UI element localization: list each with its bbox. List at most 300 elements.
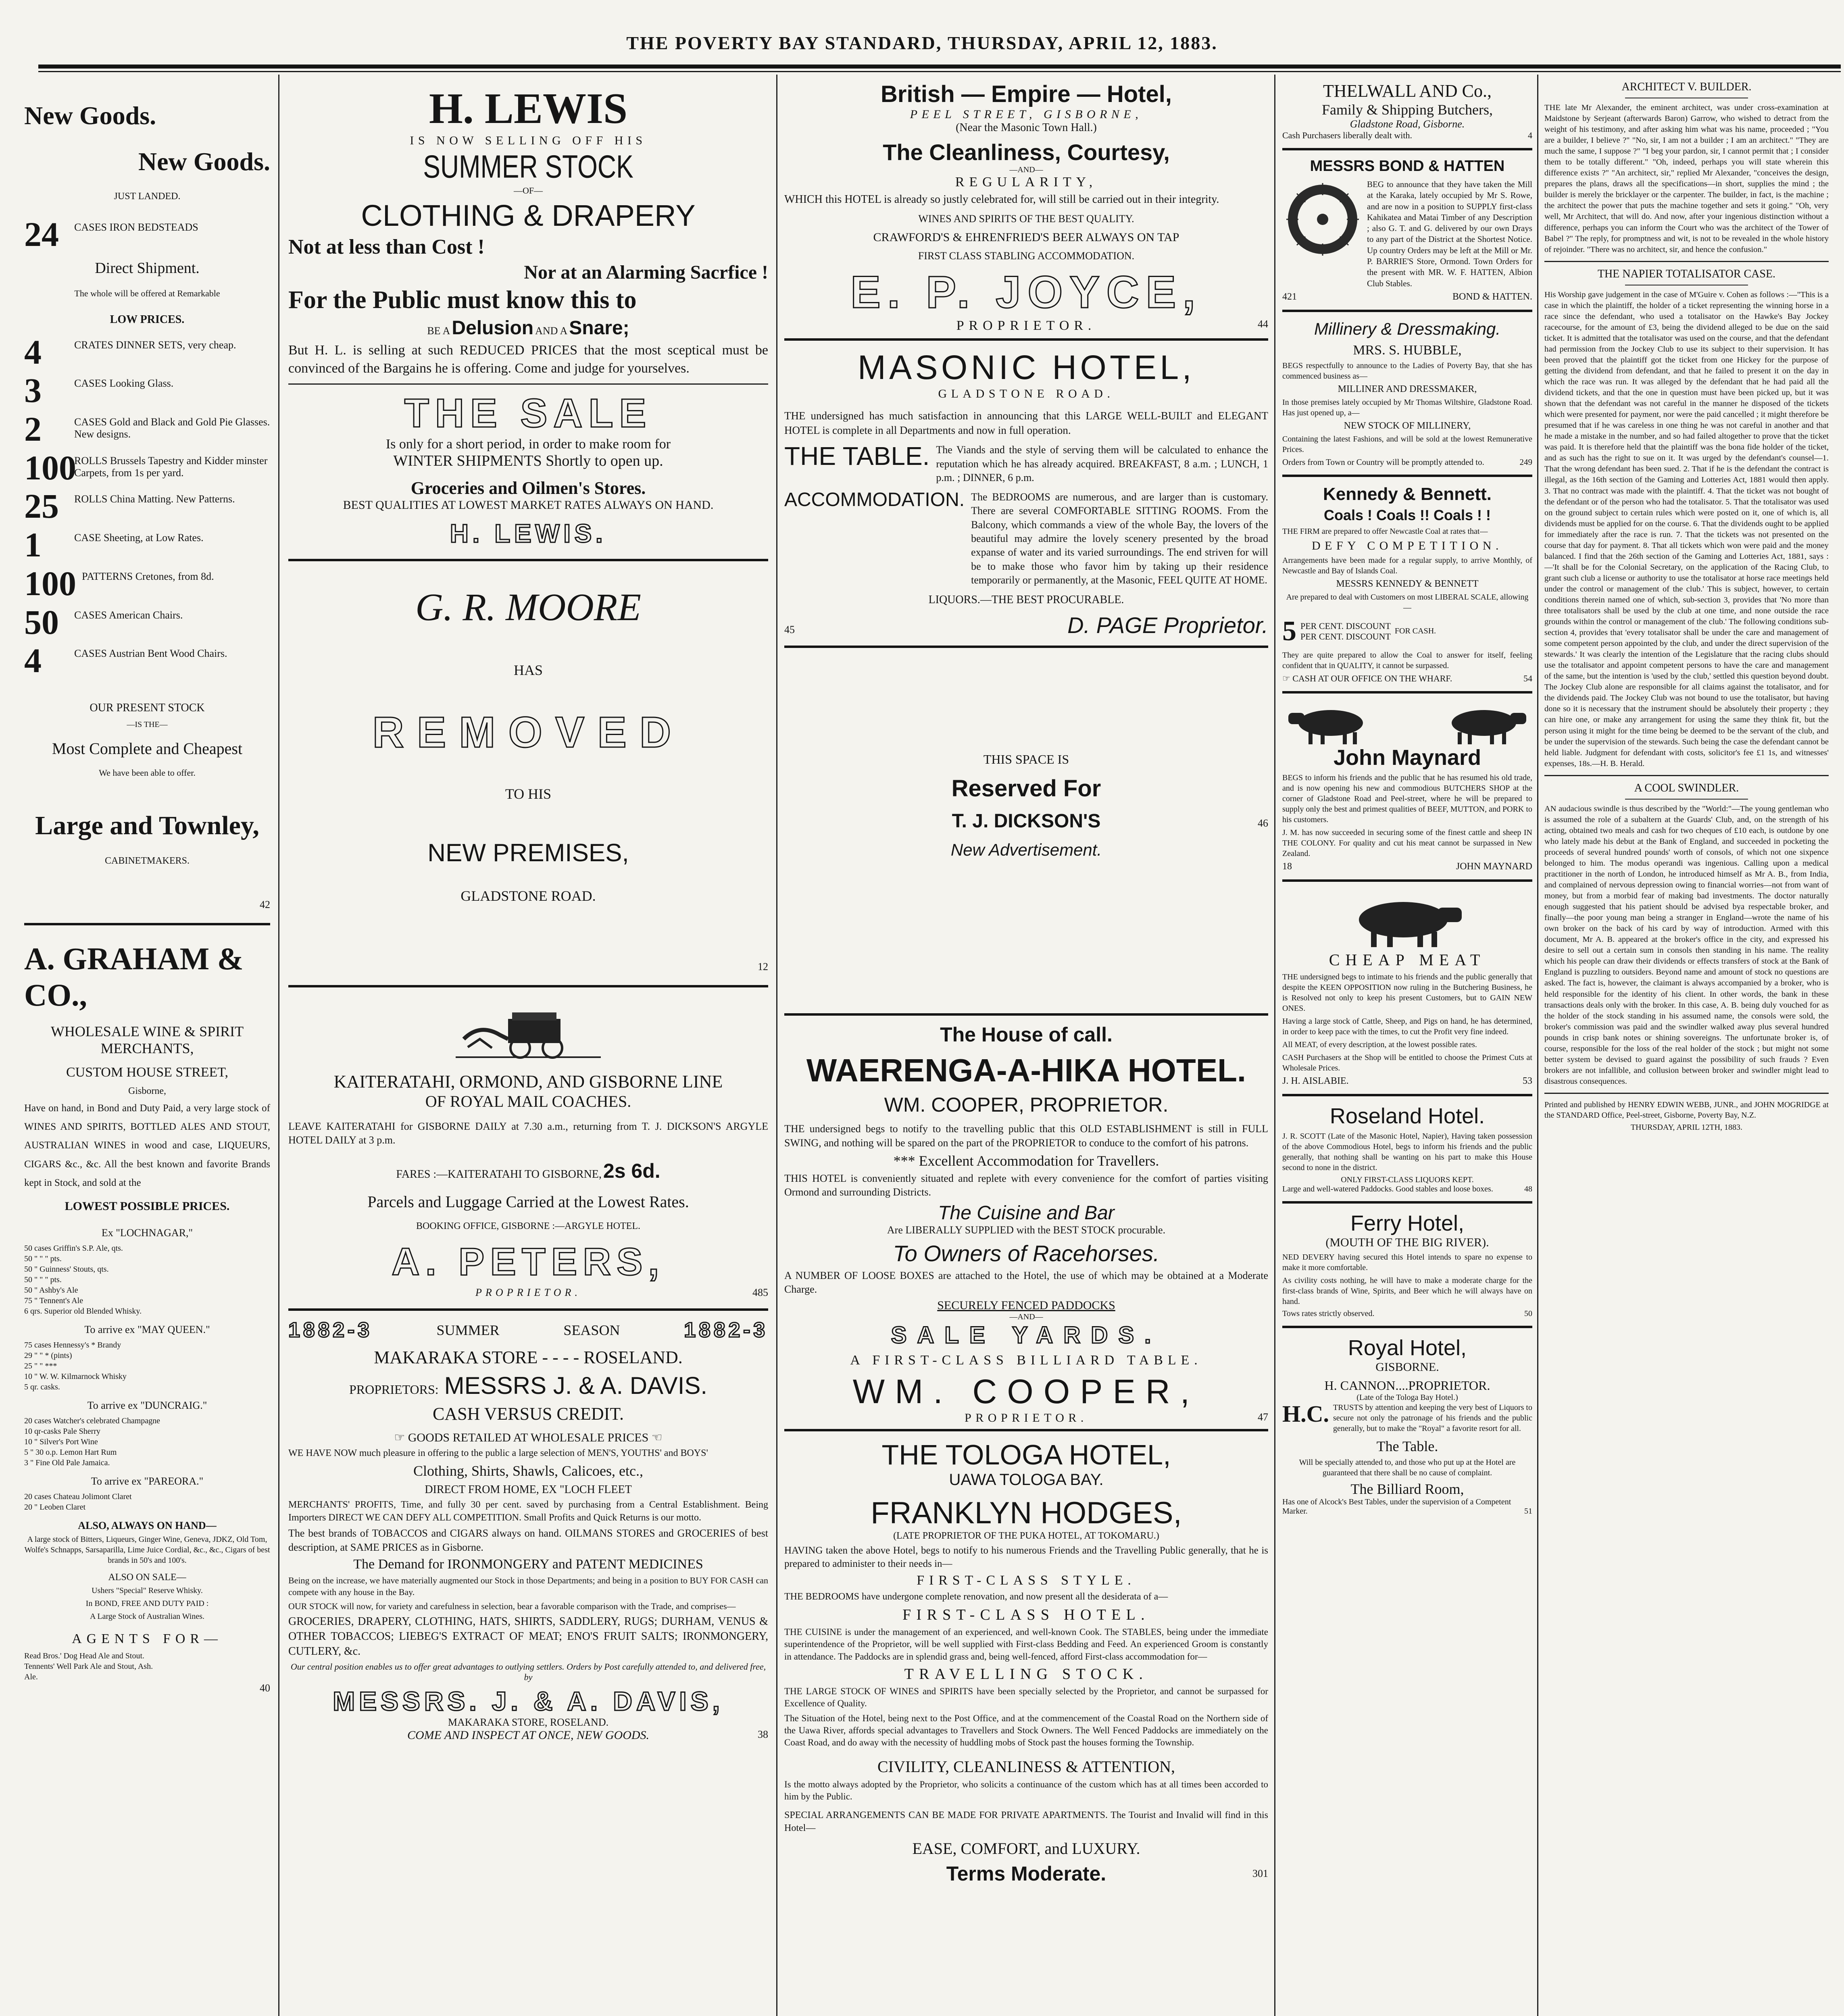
ad-ref: 485	[752, 1287, 768, 1299]
quantity: 50	[24, 602, 59, 641]
item-text: CASES IRON BEDSTEADS	[74, 221, 198, 233]
column-5	[1544, 81, 1829, 1132]
list-line: 10 qr-casks Pale Sherry	[24, 1427, 100, 1436]
graham-lowest: LOWEST POSSIBLE PRICES.	[65, 1200, 230, 1213]
joyce-footer	[784, 318, 1268, 333]
item-text: CASES American Chairs.	[74, 609, 183, 621]
season-season: SEASON	[563, 1322, 620, 1339]
ferry-hotel: Ferry Hotel,	[1350, 1211, 1465, 1235]
for-cash: FOR CASH.	[1394, 627, 1436, 636]
davis-store: MAKARAKA STORE, ROSELAND.	[448, 1716, 609, 1728]
direct-home: DIRECT FROM HOME, EX "LOCH FLEET	[425, 1483, 632, 1496]
milliner-dressmaker: MILLINER AND DRESSMAKER,	[1338, 383, 1477, 394]
cargo-list	[24, 1416, 270, 1468]
masonic-footer	[784, 612, 1268, 638]
late-proprietor: (LATE PROPRIETOR OF THE PUKA HOTEL, AT TOKOMARU.)	[893, 1531, 1159, 1541]
season-banner	[288, 1318, 768, 1342]
beer-on-tap: CRAWFORD'S & EHRENFRIED'S BEER ALWAYS ON TAP	[873, 230, 1179, 244]
loose-boxes: A NUMBER OF LOOSE BOXES are attached to the Hotel, the use of which may be obtained at a Moderate Charge.	[784, 1269, 1268, 1295]
column-rule	[1274, 75, 1275, 2016]
waerenga-situated: THIS HOTEL is conveniently situated and replete with every convenience for the comfort of parties visiting Ormond and surrounding Districts.	[784, 1172, 1268, 1198]
joyce-name: E. P. JOYCE,	[850, 267, 1202, 317]
discount-line: PER CENT. DISCOUNT	[1300, 631, 1391, 641]
royal-hotel: Royal Hotel,	[1348, 1335, 1467, 1360]
cattle-illustrations	[1282, 701, 1532, 745]
house-of-call: The House of call.	[940, 1023, 1113, 1046]
list-item	[24, 215, 270, 254]
stabling: FIRST CLASS STABLING ACCOMMODATION.	[918, 250, 1135, 262]
clothing-shirts: Clothing, Shirts, Shawls, Calicoes, etc.,	[413, 1463, 643, 1479]
uawa: UAWA TOLOGA BAY.	[949, 1471, 1104, 1489]
hubble-orders: Orders from Town or Country will be promptly attended to.	[1282, 457, 1484, 467]
hc-block	[1282, 1402, 1532, 1434]
of-label: —OF—	[513, 185, 543, 196]
list-item	[24, 564, 270, 603]
list-line: 20 cases Watcher's celebrated Champagne	[24, 1416, 160, 1426]
roseland-footer	[1282, 1185, 1532, 1194]
peel-street: PEEL STREET, GISBORNE,	[910, 108, 1143, 121]
cargo-list	[24, 1243, 270, 1316]
new-premises: NEW PREMISES,	[427, 839, 629, 867]
column-rule	[1537, 75, 1538, 2016]
cash-office-text: CASH AT OUR OFFICE ON THE WHARF.	[1292, 673, 1452, 683]
travelling-stock: TRAVELLING STOCK.	[904, 1665, 1148, 1683]
list-line: 50 " " " pts.	[24, 1254, 62, 1264]
bond-hatten-body	[1282, 179, 1532, 289]
moore-has: HAS	[513, 662, 543, 678]
cheap-meat-illustration	[1282, 891, 1532, 948]
ad-ref: 45	[784, 624, 795, 636]
hubble-ad	[1282, 310, 1532, 467]
cargo-list	[24, 1491, 270, 1512]
graham-text: Have on hand, in Bond and Duty Paid, a very large stock of WINES AND SPIRITS, BOTTLED ALES AND STOUT, AUSTRALIAN WINES in wood and case, LIQUEURS, CIGARS &c., &c. All the best known and favorite Brands kept in Stock, and sold at the	[24, 1102, 270, 1188]
reserved-for: Reserved For	[951, 775, 1101, 802]
fares-value: 2s 6d.	[603, 1160, 661, 1183]
davis-name: MESSRS J. & A. DAVIS.	[444, 1372, 708, 1400]
new-stock-millinery: NEW STOCK OF MILLINERY,	[1344, 420, 1471, 431]
headline-new-goods: New Goods.	[24, 101, 156, 130]
fares	[288, 1159, 768, 1183]
list-item	[24, 371, 270, 410]
we-have-offered: We have been able to offer.	[99, 767, 196, 778]
also-on-hand: ALSO, ALWAYS ON HAND—	[78, 1520, 217, 1532]
list-item	[24, 448, 270, 487]
bond-free: In BOND, FREE AND DUTY PAID :	[85, 1599, 209, 1608]
kennedy-deal: Are prepared to deal with Customers on most LIBERAL SCALE, allowing—	[1286, 592, 1529, 612]
quantity: 100	[24, 448, 76, 487]
cargo-list	[24, 1340, 270, 1392]
cattle-icon	[1440, 701, 1532, 745]
the-table-heading: THE TABLE.	[784, 442, 930, 471]
ad-ref: 421	[1282, 291, 1297, 302]
just-landed: JUST LANDED.	[114, 191, 181, 202]
hodges-name: FRANKLYN HODGES,	[871, 1496, 1182, 1531]
cannon-proprietor: H. CANNON....PROPRIETOR.	[1324, 1378, 1490, 1393]
billiard-room: The Billiard Room,	[1350, 1481, 1464, 1497]
lewis-signature: H. LEWIS.	[450, 519, 607, 548]
list-item	[24, 332, 270, 371]
accommodation-text: The BEDROOMS are numerous, and are larger than is customary. There are several COMFORTABLE SITTING ROOMS. From the Balcony, which commands a view of the whole Bay, the lovers of the beautiful may admire the lovely scenery presented by the broad expanse of water and its varied surroundings. The end striven for will be to make those who favor him by taking up their residence temporarily or permanently, at the Masonic, FEEL QUITE AT HOME.	[971, 491, 1268, 586]
graham-ad	[24, 923, 270, 1694]
bond-hatten-title: MESSRS BOND & HATTEN	[1310, 158, 1505, 175]
maynard-signature: JOHN MAYNARD	[1456, 861, 1532, 872]
hubble-fashions: Containing the latest Fashions, and will be sold at the lowest Remunerative Prices.	[1282, 434, 1532, 454]
column-3	[784, 81, 1268, 1885]
cabinetmakers: CABINETMAKERS.	[104, 855, 190, 866]
imprint-date: THURSDAY, APRIL 12TH, 1883.	[1630, 1123, 1743, 1132]
first-class-style: FIRST-CLASS STYLE.	[917, 1573, 1136, 1588]
and-a: AND A	[535, 325, 568, 337]
cheap-meat-title: CHEAP MEAT	[1329, 950, 1486, 969]
kennedy-footer	[1282, 673, 1532, 684]
ad-ref: 301	[1252, 1867, 1268, 1879]
imprint: Printed and published by HENRY EDWIN WEBB, JUNR., and JOHN MOGRIDGE at the STANDARD Office, Peel-street, Gisborne, Poverty Bay, N.Z.	[1544, 1100, 1829, 1120]
item-text: ROLLS China Matting. New Patterns.	[74, 493, 235, 505]
tologa-bedrooms: THE BEDROOMS have undergone complete renovation, and now present all the desiderata of a—	[784, 1591, 1168, 1602]
list-line: 50 cases Griffin's S.P. Ale, qts.	[24, 1244, 123, 1253]
snare: Snare;	[569, 317, 629, 339]
and-label: —AND—	[1009, 1312, 1043, 1322]
ad-ref: 40	[260, 1682, 270, 1694]
roseland-hotel: Roseland Hotel.	[1329, 1104, 1485, 1128]
list-line: 20 " Leoben Claret	[24, 1503, 86, 1512]
civility-text: As civility costs nothing, he will have to make a moderate charge for the first-class brands of Wine, Spirits, and Beer which he will always have on hand.	[1282, 1276, 1532, 1306]
cooper-proprietor: WM. COOPER, PROPRIETOR.	[884, 1093, 1169, 1116]
ad-ref: 249	[1519, 457, 1532, 467]
tologa-special: SPECIAL ARRANGEMENTS CAN BE MADE FOR PRIVATE APARTMENTS. The Tourist and Invalid will find in this Hotel—	[784, 1810, 1268, 1834]
hc-initials: H.C.	[1282, 1400, 1329, 1427]
owners-racehorses: To Owners of Racehorses.	[893, 1240, 1160, 1266]
removed: REMOVED	[372, 707, 684, 756]
large-townley: Large and Townley,	[35, 810, 259, 840]
royal-table-text: Will be specially attended to, and those who put up at the Hotel are guaranteed that there shall be no cause of complaint.	[1299, 1458, 1516, 1477]
quantity: 2	[24, 410, 42, 449]
regularity: REGULARITY,	[955, 175, 1098, 190]
scott-text: J. R. SCOTT (Late of the Masonic Hotel, Napier), Having taken possession of the above Commodious Hotel, begs to inform his friends and the public generally, that nothing shall be wanting on his part to make this House second to none in the district.	[1282, 1131, 1532, 1172]
proprietor-label: PROPRIETOR.	[956, 318, 1096, 333]
davis-offer: WE HAVE NOW much pleasure in offering to the public a large selection of MEN'S, YOUTHS' and BOYS'	[288, 1448, 708, 1459]
discount-number: 5	[1282, 615, 1296, 647]
divider	[1544, 261, 1829, 262]
saw-blade-icon	[1282, 179, 1363, 260]
hubble-name: MRS. S. HUBBLE,	[1353, 342, 1462, 358]
masonic-hotel: MASONIC HOTEL,	[857, 348, 1195, 386]
hubble-footer	[1282, 457, 1532, 467]
accommodation-heading: ACCOMMODATION.	[784, 489, 965, 511]
hand-icon: ☞	[394, 1431, 405, 1445]
is-the: —IS THE—	[127, 720, 168, 729]
tologa-footer	[784, 1862, 1268, 1885]
mail-coach-icon	[456, 1003, 601, 1063]
booking-office: BOOKING OFFICE, GISBORNE :—ARGYLE HOTEL.	[416, 1221, 640, 1232]
offered-text: The whole will be offered at Remarkable	[74, 288, 220, 298]
list-line: 75 cases Hennessy's * Brandy	[24, 1341, 121, 1350]
delusion-line	[288, 317, 768, 339]
masthead-rule-thin	[38, 71, 1841, 72]
cooper-name: WM. COOPER,	[852, 1372, 1200, 1411]
list-item	[24, 525, 270, 564]
our-present-stock: OUR PRESENT STOCK	[90, 701, 205, 714]
also-on-sale: ALSO ON SALE—	[108, 1572, 186, 1583]
lewis-selling: IS NOW SELLING OFF HIS	[410, 134, 647, 147]
proprietors-label: PROPRIETORS:	[349, 1382, 439, 1397]
headline-new-goods: New Goods.	[138, 147, 270, 176]
proprietor-label: PROPRIETOR.	[965, 1411, 1088, 1425]
item-text: CASES Gold and Black and Gold Pie Glasses. New designs.	[74, 416, 270, 440]
public-know: For the Public must know this to	[288, 286, 637, 314]
hubble-intro: BEGS respectfully to announce to the Ladies of Poverty Bay, that she has commenced business as—	[1282, 361, 1532, 381]
cheap-meat-text: THE undersigned begs to intimate to his friends and the public generally that despite the KEEN OPPOSITION now ruling in the Butchering Business, he is Resolved not only to keep his present Customers, but to GAIN NEW ONES.	[1282, 972, 1532, 1013]
article-title-napier: THE NAPIER TOTALISATOR CASE.	[1597, 267, 1776, 280]
cheap-meat-ad	[1282, 879, 1532, 1087]
aislabie-signature: J. H. AISLABIE.	[1282, 1075, 1349, 1086]
ad-ref: 18	[1282, 861, 1292, 872]
clothing-drapery: CLOTHING & DRAPERY	[361, 199, 696, 232]
ad-ref: 46	[1258, 817, 1268, 829]
maynard-footer	[1282, 861, 1532, 872]
alcock-table: Has one of Alcock's Best Tables, under the supervision of a Competent Marker.	[1282, 1497, 1511, 1516]
hubble-premises: In those premises lately occupied by Mr Thomas Wiltshire, Gladstone Road. Has just opened up, a—	[1282, 398, 1532, 417]
table-text: The Viands and the style of serving them will be calculated to enhance the reputation which he has already acquired. BREAKFAST, 8 a.m. ; LUNCH, 1 p.m. ; DINNER, 6 p.m.	[936, 444, 1268, 483]
item-text: PATTERNS Cretones, from 8d.	[82, 570, 214, 582]
the-sale: THE SALE	[404, 390, 652, 436]
cattle-icon	[1282, 701, 1375, 745]
cash-credit: CASH VERSUS CREDIT.	[433, 1404, 624, 1424]
coach-mail: OF ROYAL MAIL COACHES.	[425, 1092, 631, 1110]
hc-text: TRUSTS by attention and keeping the very best of Liquors to secure not only the patronage of his friends and the public generally, but to make the "Royal" a favorite resort for all.	[1333, 1403, 1532, 1433]
ironmongery: The Demand for IRONMONGERY and PATENT MEDICINES	[353, 1557, 703, 1572]
list-line: 6 qrs. Superior old Blended Whisky.	[24, 1307, 142, 1316]
most-complete: Most Complete and Cheapest	[52, 739, 243, 758]
kennedy-arrangements: Arrangements have been made for a regular supply, to arrive Monthly, of Newcastle and Bay of Islands Coal.	[1282, 556, 1532, 575]
column-4	[1282, 81, 1532, 1516]
thelwall: THELWALL AND Co.,	[1323, 81, 1492, 101]
bond-hatten-footer	[1282, 292, 1532, 302]
coach-line: KAITERATAHI, ORMOND, AND GISBORNE LINE	[333, 1071, 723, 1091]
kennedy-firm: THE FIRM are prepared to offer Newcastle Coal at rates that—	[1282, 527, 1488, 536]
list-line: 3 " Fine Old Pale Jamaica.	[24, 1458, 110, 1468]
kennedy-ad	[1282, 475, 1532, 684]
masthead: THE POVERTY BAY STANDARD, THURSDAY, APRIL 12, 1883.	[626, 33, 1218, 53]
discount-lines	[1300, 621, 1391, 642]
column-1	[24, 81, 270, 1694]
cash-office	[1282, 673, 1452, 684]
royal-table: The Table.	[1376, 1438, 1438, 1454]
bull-icon	[1343, 891, 1472, 948]
our-stock: OUR STOCK will now, for variety and carefulness in selection, bear a favorable comparison with the Trade, and comprises—	[288, 1601, 736, 1612]
divider	[1544, 1093, 1829, 1094]
graham-street: CUSTOM HOUSE STREET,	[66, 1064, 229, 1080]
quantity: 1	[24, 525, 42, 564]
be-a: BE A	[427, 325, 450, 337]
hand-icon: ☜	[651, 1431, 663, 1445]
summer-stock: SUMMER STOCK	[423, 148, 633, 185]
column-2	[288, 81, 768, 1742]
masonic-table	[784, 443, 1268, 485]
hand-icon: ☞	[1282, 673, 1293, 683]
list-line: 5 qr. casks.	[24, 1383, 60, 1392]
aislabie-footer	[1282, 1076, 1532, 1087]
billiard-table: A FIRST-CLASS BILLIARD TABLE.	[850, 1353, 1202, 1368]
terms-moderate: Terms Moderate.	[946, 1862, 1106, 1885]
masonic-ad	[784, 338, 1268, 638]
tows-rates: Tows rates strictly observed.	[1282, 1309, 1375, 1318]
waerenga-hotel: WAERENGA-A-HIKA HOTEL.	[806, 1052, 1246, 1089]
season-summer: SUMMER	[436, 1322, 500, 1339]
graham-name: A. GRAHAM & CO.,	[24, 941, 244, 1012]
royal-gisborne: GISBORNE.	[1375, 1360, 1439, 1374]
item-text: CRATES DINNER SETS, very cheap.	[74, 339, 236, 351]
winter-shipments: WINTER SHIPMENTS Shortly to open up.	[393, 452, 663, 469]
roseland-ad	[1282, 1094, 1532, 1194]
fares-label: FARES :—KAITERATAHI TO GISBORNE,	[396, 1168, 602, 1181]
new-advertisement: New Advertisement.	[950, 840, 1102, 860]
ad-ref: 53	[1523, 1075, 1532, 1086]
makaraka: MAKARAKA STORE - - - - ROSELAND.	[374, 1347, 683, 1368]
groceries-list: GROCERIES, DRAPERY, CLOTHING, HATS, SHIRTS, SADDLERY, RUGS; DURHAM, VENUS & OTHER TOBACCOS; LIEBEG'S EXTRACT OF MEAT; ENO'S FRUIT SALTS; IRONMONGERY, CUTLERY, &c.	[288, 1615, 768, 1658]
roseland-paddocks: Large and well-watered Paddocks. Good stables and loose boxes.	[1282, 1184, 1493, 1193]
all-meat: All MEAT, of every description, at the lowest possible rates.	[1282, 1040, 1477, 1049]
ship-heading: To arrive ex "PAREORA."	[91, 1475, 204, 1487]
bond-hatten-signature: BOND & HATTEN.	[1452, 291, 1532, 302]
stock-list	[24, 332, 270, 680]
item-text: CASES Looking Glass.	[74, 377, 174, 389]
kennedy-title: Kennedy & Bennett.	[1323, 484, 1492, 504]
bond-hatten-ad	[1282, 148, 1532, 302]
column-rule	[776, 75, 777, 2016]
divider	[1544, 775, 1829, 776]
tologa-wines: THE LARGE STOCK OF WINES and SPIRITS have been specially selected by the Proprietor, and cannot be surpassed for Excellence of Quality.	[784, 1686, 1268, 1709]
sale-yards: SALE YARDS.	[891, 1322, 1162, 1349]
maynard-name: John Maynard	[1333, 745, 1481, 770]
list-line: 50 " Ashby's Ale	[24, 1286, 78, 1295]
ad-ref: 51	[1524, 1506, 1532, 1516]
list-line: 25 " " ***	[24, 1362, 57, 1371]
nor-alarming: Nor at an Alarming Sacrfice !	[524, 262, 768, 283]
peters-name: A. PETERS,	[392, 1240, 665, 1284]
maynard-text-2: J. M. has now succeeded in securing some of the finest cattle and sheep IN THE COLONY. For quality and cut his meat cannot be surpassed in New Zealand.	[1282, 828, 1532, 858]
list-item	[24, 410, 270, 449]
masonic-address: GLADSTONE ROAD.	[938, 387, 1115, 400]
davis-ad	[288, 1308, 768, 1742]
late-tologa: (Late of the Tologa Bay Hotel.)	[1356, 1393, 1458, 1402]
ad-ref: 48	[1524, 1184, 1532, 1193]
masonic-accommodation	[784, 490, 1268, 587]
item-text: CASE Sheeting, at Low Rates.	[74, 532, 204, 544]
bond-hatten-text: BEG to announce that they have taken the Mill at the Karaka, lately occupied by Mr S. Rowe, and are now in a position to SUPPLY first-class Kahikatea and Matai Timber of any Description ; also G. T. and G. delivered by our own Drays to any part of the District at the Shortest Notice. Up country Orders may be left at the Mill or Mr. P. BARRIE'S Store, Ormond. Town Orders for the present with MR. W. F. HATTEN, Albion Club Stables.	[1367, 179, 1532, 288]
ad-ref: 47	[1258, 1411, 1268, 1423]
masthead-rule	[38, 65, 1841, 69]
coach-illustration	[288, 1003, 768, 1063]
list-line: 29 " " * (pints)	[24, 1351, 72, 1360]
tologa-ad	[784, 1429, 1268, 1885]
cuisine-bar: The Cuisine and Bar	[938, 1202, 1115, 1224]
quantity: 4	[24, 641, 42, 680]
thelwall-footer	[1282, 130, 1532, 141]
ease-comfort: EASE, COMFORT, and LUXURY.	[912, 1839, 1140, 1858]
stock-increase: Being on the increase, we have materially augmented our Stock in those Departments; and being in a position to BUY FOR CASH can compete with any house in the Bay.	[288, 1575, 768, 1597]
ship-heading: To arrive ex "MAY QUEEN."	[84, 1324, 210, 1336]
cash-purchasers: Cash Purchasers liberally dealt with.	[1282, 130, 1412, 140]
article-swindler: AN audacious swindle is thus described by the "World:"—The young gentleman who is assumed the role of a subaltern at the Guards' Club, and, on the strength of his acting, obtained two meals and cash for two cheques of £10 each, is outdone by one who lately made his debut at the Bank of England, and succeeded in pocketing the proceeds of several hundred pounds' worth of consols, of which not one sixpence belonged to him. The modus operandi was ingenious. Calling upon a medical practitioner in the north of London, he introduced himself as Mr A. B., from India, and complained of nervous depression owing to financial worries—not from want of money, but from a morbid fear of making bad investments. The doctor naturally enough suggested that his patient should be advised bya respectable broker, and finally—the poor young man being a stranger in England—wrote the name of his own broker on the back of his card by way of introduction. Armed with this document, Mr A. B. appeared at the broker's office in the city, and expressed his desire to sell out a certain sum in consols then standing in his name. The reality which his people can draw their dividends or effects transfers of stock at the Bank of England is puzzling to outsiders. Beyond name and amount of stock no questions are asked. The fact is, however, the claimant is always accompanied by a broker, who is held responsible for the identity of his client. In other words, the bank in these transactions deals only with the broker. In this case, A. B. being duly vouched for as the holder of the stock standing in his assumed name, the consols were sold, the broker's commission was paid and the swindler walked away plus several hundred pounds in crisp bank notes or shining sovereigns. The unfortunate broker is, of course, responsible for the loss of the real holder of the stock ; but might not some better system be devised to guard against the possibility of such frauds ? Even brokers are not infallible, and collusion between broker and swindler might lead to disastrous consequences.	[1544, 804, 1829, 1086]
not-less: Not at less than Cost !	[288, 235, 485, 258]
coach-times: LEAVE KAITERATAHI for GISBORNE DAILY at 7.30 a.m., returning from T. J. DICKSON'S ARGYLE HOTEL DAILY at 3 p.m.	[288, 1120, 768, 1146]
ship-heading: To arrive ex "DUNCRAIG."	[87, 1400, 207, 1412]
hotel-celebrated: WHICH this HOTEL is already so justly celebrated for, will still be carried out in their integrity.	[784, 193, 1219, 206]
peters-footer	[288, 1287, 768, 1299]
cheap-meat-text-2: Having a large stock of Cattle, Sheep, and Pigs on hand, he has determined, in order to keep pace with the times, to cut the Profit very fine indeed.	[1282, 1016, 1532, 1036]
ad-ref: 42	[260, 898, 270, 910]
groceries: Groceries and Oilmen's Stores.	[410, 478, 646, 498]
civility: CIVILITY, CLEANLINESS & ATTENTION,	[877, 1757, 1175, 1776]
sale-only: Is only for a short period, in order to make room for	[385, 436, 671, 452]
article-title-swindler: A COOL SWINDLER.	[1634, 781, 1739, 794]
reserved-space-ad	[784, 646, 1268, 1006]
quantity: 24	[24, 215, 59, 254]
list-line: 10 " W. W. Kilmarnock Whisky	[24, 1372, 127, 1381]
item-text: ROLLS Brussels Tapestry and Kidder minster Carpets, from 1s per yard.	[74, 454, 268, 479]
article-napier: His Worship gave judgement in the case of M'Guire v. Cohen as follows :—"This is a case in which the plaintiff, the holder of a ticket representing the winning horse in a race since the defendant, who used a totalisator on the Hawke's Bay Jockey racecourse, for the amount of £3, being the dividend alleged to be due on the said ticket. It is admitted that the totalisator was used on the course, and that the defendant had permission from the Jockey Club to use its subject to their supervision. It has been proved that the plaintiff got the ticket from one Hickey for the purpose of getting the dividend from defendant, and that he failed to present it on the day in which the race was run. It was alleged by the defendant that he had paid all the dividend tickets, and that the one in question must have been picked up, but it was shown that the defendant was not careful in the manner he disposed of the tickets which were presented for payment, nor were the paid cancelled ; it might therefore be presumed that if he was careless in one thing he was not careful in another and that he made a mistake in the number, and so had failed altogether to prove that the ticket was paid. It is therefore held that the plaintiff was the bona fide holder of the ticket, and as such has the right to sue on it. It was urged by the defendant's counsel—1. That the wrong defendant has been sued. 2. That if he is the defendant the contract is illegal, as the 16th section of the Gaming and Lotteries Act, 1881 would then apply. 3. That no contract was made with the plaintiff. 4. That the ticket was not bought of the defendant or of the person who had the totalisator. 5. That the totalisator was used on the ground subject to certain rules which were posted on it, one of which is, all dividends must be applied for on the course. 6. That the dividends ought to be applied for immediately after the race is run. 7. That the tickets was not presented on the course that day for payment. 8. That all tickets which won were paid and the money balanced. I find that the 26th section of the Gaming and Lotteries Act, 1881, says :—'It shall be for the Colonial Secretary, on the application of the Racing Club, to grant such club a license or authority to use the totalisator at horse race meetings held under the control or management of the club.' This is subject, however, to certain conditions therein named one of which, sub-section 3, provides that 'No more than three totalisators shall be used by the club at one time, and none outside the race grounds within the control or management of the club.' The following conditions sub-section 4, provides that 'every totalisator shall be under the care and management of some competent person appointed by the club, and under the direct supervision of the stewards.' It was clearly the intention of the Legislature that the racing clubs should use the totalisator and appoint competent persons to have the care and management of the same, but the intention is 'used by the club,' settled this question beyond doubt. The Jockey Club alone are responsible for all claims against the totalisator, and for the dividends paid. The Jockey Club was not bound to use the totalisator, but having done so it is necessary that the instrument should be absolutely their property ; they can hire one, or make any arrangement for using the same they think fit, but the person using it might for the time being be deemed to be the servant of the club, and be under the supervision of the stewards. Such being the case the defendant cannot be held liable. Judgment for defendant with costs, solicitor's fee £1 1s, and witnesses' expenses, 18s.—H. B. Herald.	[1544, 290, 1829, 768]
season-year: 1882-3	[684, 1318, 768, 1342]
mouth-big-river: (MOUTH OF THE BIG RIVER).	[1325, 1235, 1489, 1249]
coals: Coals ! Coals !! Coals ! !	[1323, 506, 1491, 523]
ship-heading: Ex "LOCHNAGAR,"	[101, 1227, 193, 1239]
come-inspect: COME AND INSPECT AT ONCE, NEW GOODS.	[407, 1728, 650, 1742]
parcels: Parcels and Luggage Carried at the Lowest Rates.	[367, 1193, 689, 1211]
davis-footer	[288, 1729, 768, 1742]
ad-ref: 4	[1528, 130, 1532, 140]
wines-spirits: WINES AND SPIRITS OF THE BEST QUALITY.	[918, 212, 1134, 225]
discount-block	[1282, 615, 1532, 648]
lewis-body: But H. L. is selling at such REDUCED PRICES that the most sceptical must be convinced of the Bargains he is offering. Come and judge for yourselves.	[288, 343, 768, 376]
tologa-intro: HAVING taken the above Hotel, begs to notify to his numerous Friends and the Travelling Public generally, that he is prepared to administer to their needs in—	[784, 1545, 1268, 1570]
millinery-title: Millinery & Dressmaking.	[1314, 319, 1501, 338]
list-item	[24, 641, 270, 680]
first-class-hotel: FIRST-CLASS HOTEL.	[902, 1606, 1150, 1623]
list-line: 10 " Silver's Port Wine	[24, 1437, 98, 1447]
merchants-profits: MERCHANTS' PROFITS, Time, and fully 30 per cent. saved by purchasing from a Central Establishment. Being Importers DIRECT WE CAN DEFY ALL COMPETITION. Small Profits and Quick Returns is our motto.	[288, 1500, 768, 1523]
moore-ad	[288, 559, 768, 973]
first-class-liquors: ONLY FIRST-CLASS LIQUORS KEPT.	[1341, 1175, 1474, 1184]
tobaccos: The best brands of TOBACCOS and CIGARS always on hand. OILMANS STORES and GROCERIES of best description, at SAME PRICES as in Gisborne.	[288, 1527, 768, 1553]
messrs-kb: MESSRS KENNEDY & BENNETT	[1336, 578, 1479, 589]
royal-footer	[1282, 1497, 1532, 1516]
maynard-text: BEGS to inform his friends and the public that he has resumed his old trade, and is now opening his new and commodious BUTCHERS SHOP at the corner of Gladstone Road and Peel-street, where he will be prepared to supply only the best and primest qualities of BEEF, MUTTON, and PORK to his customers.	[1282, 773, 1532, 824]
fenced-paddocks: SECURELY FENCED PADDOCKS	[937, 1299, 1115, 1312]
waerenga-intro: THE undersigned begs to notify to the travelling public that this OLD ESTABLISHMENT is still in FULL SWING, and nothing will be spared on the part of the PROPRIETOR to conduce to the comfort of his patrons.	[784, 1123, 1268, 1149]
liberally-supplied: Are LIBERALLY SUPPLIED with the BEST STOCK procurable.	[887, 1224, 1166, 1236]
ad-ref: 38	[758, 1728, 768, 1740]
discount-line: PER CENT. DISCOUNT	[1300, 621, 1391, 631]
davis-signature: MESSRS. J. & A. DAVIS,	[333, 1686, 724, 1716]
list-line: 20 cases Chateau Jolimont Claret	[24, 1492, 132, 1502]
excellent-accommodation: *** Excellent Accommodation for Travellers.	[893, 1152, 1159, 1169]
cleanliness: The Cleanliness, Courtesy,	[883, 140, 1170, 165]
also-text: A large stock of Bitters, Liqueurs, Ginger Wine, Geneva, JDKZ, Old Tom, Wolfe's Schnapps, Sarsaparilla, Lime Juice Cordial, &c., &c., Cigars of best brands in 50's and 100's.	[24, 1535, 270, 1565]
list-line: 5 " 30 o.p. Lemon Hart Rum	[24, 1448, 117, 1457]
quantity: 25	[24, 487, 59, 526]
goods-retailed-text: GOODS RETAILED AT WHOLESALE PRICES	[408, 1431, 649, 1445]
ferry-ad	[1282, 1201, 1532, 1318]
ad-ref: 44	[1258, 318, 1268, 330]
cash-purchasers-shop: CASH Purchasers at the Shop will be entitled to choose the Primest Cuts at Wholesale Prices.	[1282, 1053, 1532, 1073]
tologa-hotel: THE TOLOGA HOTEL,	[881, 1439, 1171, 1471]
family-butchers: Family & Shipping Butchers,	[1321, 102, 1493, 118]
article-architect: THE late Mr Alexander, the eminent architect, was under cross-examination at Maidstone by Serjeant (afterwards Baron) Garrow, who wished to detract from the weight of his testimony, and after asking him what was his name, proceeded ; "You are a builder, I believe ?" "No, sir, I am not a builder ; I am an architect." "They are much the same, I suppose ?" "I beg your pardon, sir, I cannot permit that ; I consider them to be totally different." "Oh, indeed, perhaps you will state wherein this difference exists ?" "An architect, sir," replied Mr Alexander, "conceives the design, prepares the plans, draws all the specifications—in short, supplies the mind ; the builder is merely the bricklayer or the carpenter. The builder, in fact, is the machine ; the architect the power that puts the machine together and sets it going." "Oh, very well, Mr Architect, that will do. And now, after your ingenious distinction without a difference, perhaps you can inform the Court who was the architect of the Tower of Babel ?" The reply, for promptness and wit, is not to be revealed in the whole history of rejoinder. "There was no architect, sir, and hence the confusion."	[1544, 103, 1829, 254]
kennedy-quality: They are quite prepared to allow the Coal to answer for itself, feeling confident that in QUALITY, it cannot be surpassed.	[1282, 650, 1532, 670]
british-empire: British — Empire — Hotel,	[881, 81, 1172, 107]
divider	[1625, 799, 1748, 800]
